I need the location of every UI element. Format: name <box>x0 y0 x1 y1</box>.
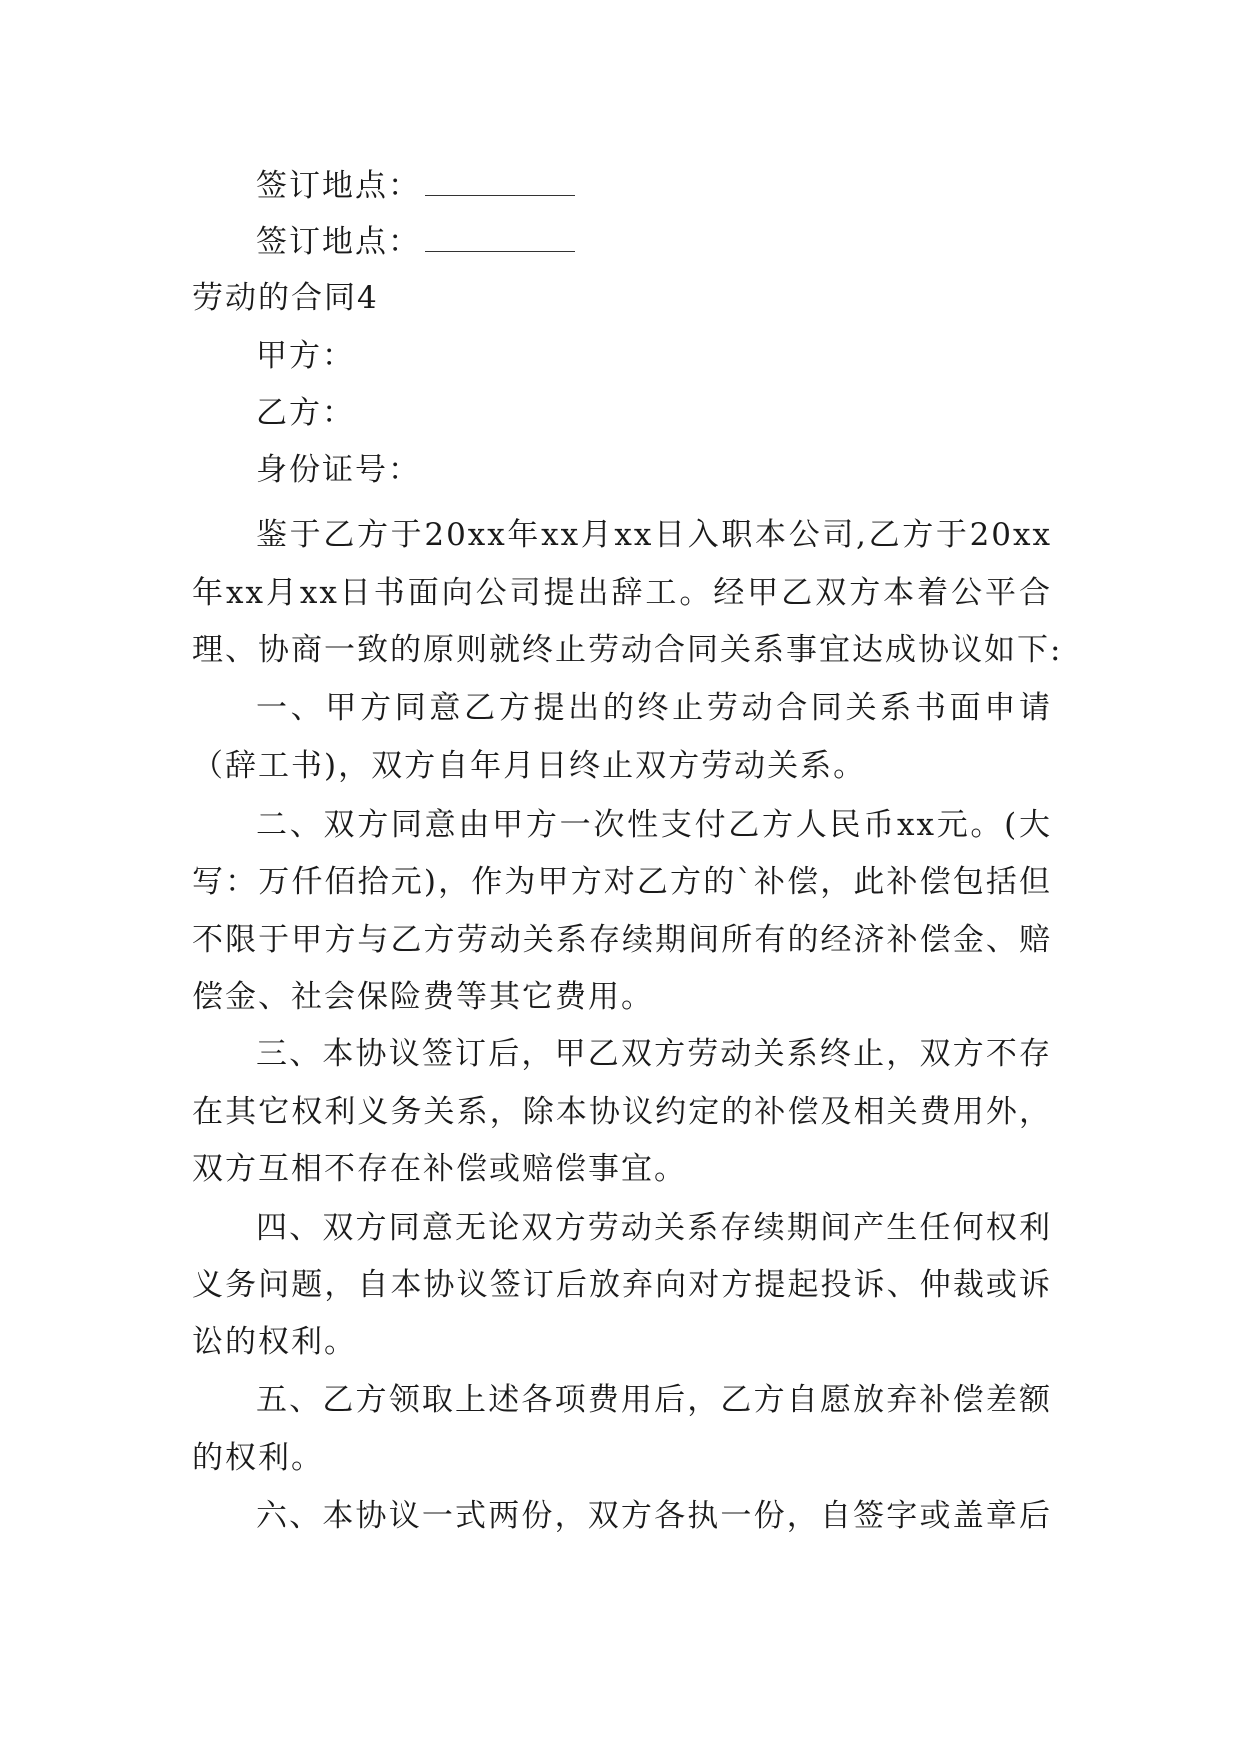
body-line: 三、本协议签订后，甲乙双方劳动关系终止，双方不存 <box>256 1036 1052 1072</box>
body-line: 六、本协议一式两份，双方各执一份，自签字或盖章后 <box>256 1498 1052 1534</box>
body-line: 不限于甲方与乙方劳动关系存续期间所有的经济补偿金、赔 <box>192 922 1052 958</box>
body-line: 写：万仟佰拾元)，作为甲方对乙方的`补偿，此补偿包括但 <box>192 864 1052 900</box>
contract-title: 劳动的合同4 <box>192 280 379 316</box>
body-line: 一、甲方同意乙方提出的终止劳动合同关系书面申请 <box>256 690 1052 726</box>
body-line: 在其它权利义务关系，除本协议约定的补偿及相关费用外， <box>192 1094 1052 1130</box>
body-line: 鉴于乙方于20xx年xx月xx日入职本公司,乙方于20xx <box>256 517 1052 553</box>
body-line: 理、协商一致的原则就终止劳动合同关系事宜达成协议如下: <box>192 632 1063 668</box>
id-number-label: 身份证号： <box>256 452 421 488</box>
signing-place-line-1 <box>256 157 1052 215</box>
body-line: 五、乙方领取上述各项费用后，乙方自愿放弃补偿差额 <box>256 1382 1052 1418</box>
signing-place-label: 签订地点： <box>256 168 421 204</box>
signing-place-line-2 <box>256 213 1052 271</box>
body-line: 偿金、社会保险费等其它费用。 <box>192 979 654 1015</box>
body-line: （辞工书)，双方自年月日终止双方劳动关系。 <box>192 748 867 784</box>
signing-place-blank <box>425 229 575 252</box>
party-b-label: 乙方： <box>256 395 355 431</box>
signing-place-label: 签订地点： <box>256 224 421 260</box>
body-line: 的权利。 <box>192 1440 324 1476</box>
body-line: 双方互相不存在补偿或赔偿事宜。 <box>192 1151 687 1187</box>
signing-place-blank <box>425 173 575 196</box>
body-line: 二、双方同意由甲方一次性支付乙方人民币xx元。(大 <box>256 807 1052 843</box>
body-line: 讼的权利。 <box>192 1324 357 1360</box>
body-line: 义务问题，自本协议签订后放弃向对方提起投诉、仲裁或诉 <box>192 1267 1052 1303</box>
party-a-label: 甲方： <box>256 338 355 374</box>
body-line: 年xx月xx日书面向公司提出辞工。经甲乙双方本着公平合 <box>192 575 1052 611</box>
body-line: 四、双方同意无论双方劳动关系存续期间产生任何权利 <box>256 1210 1052 1246</box>
